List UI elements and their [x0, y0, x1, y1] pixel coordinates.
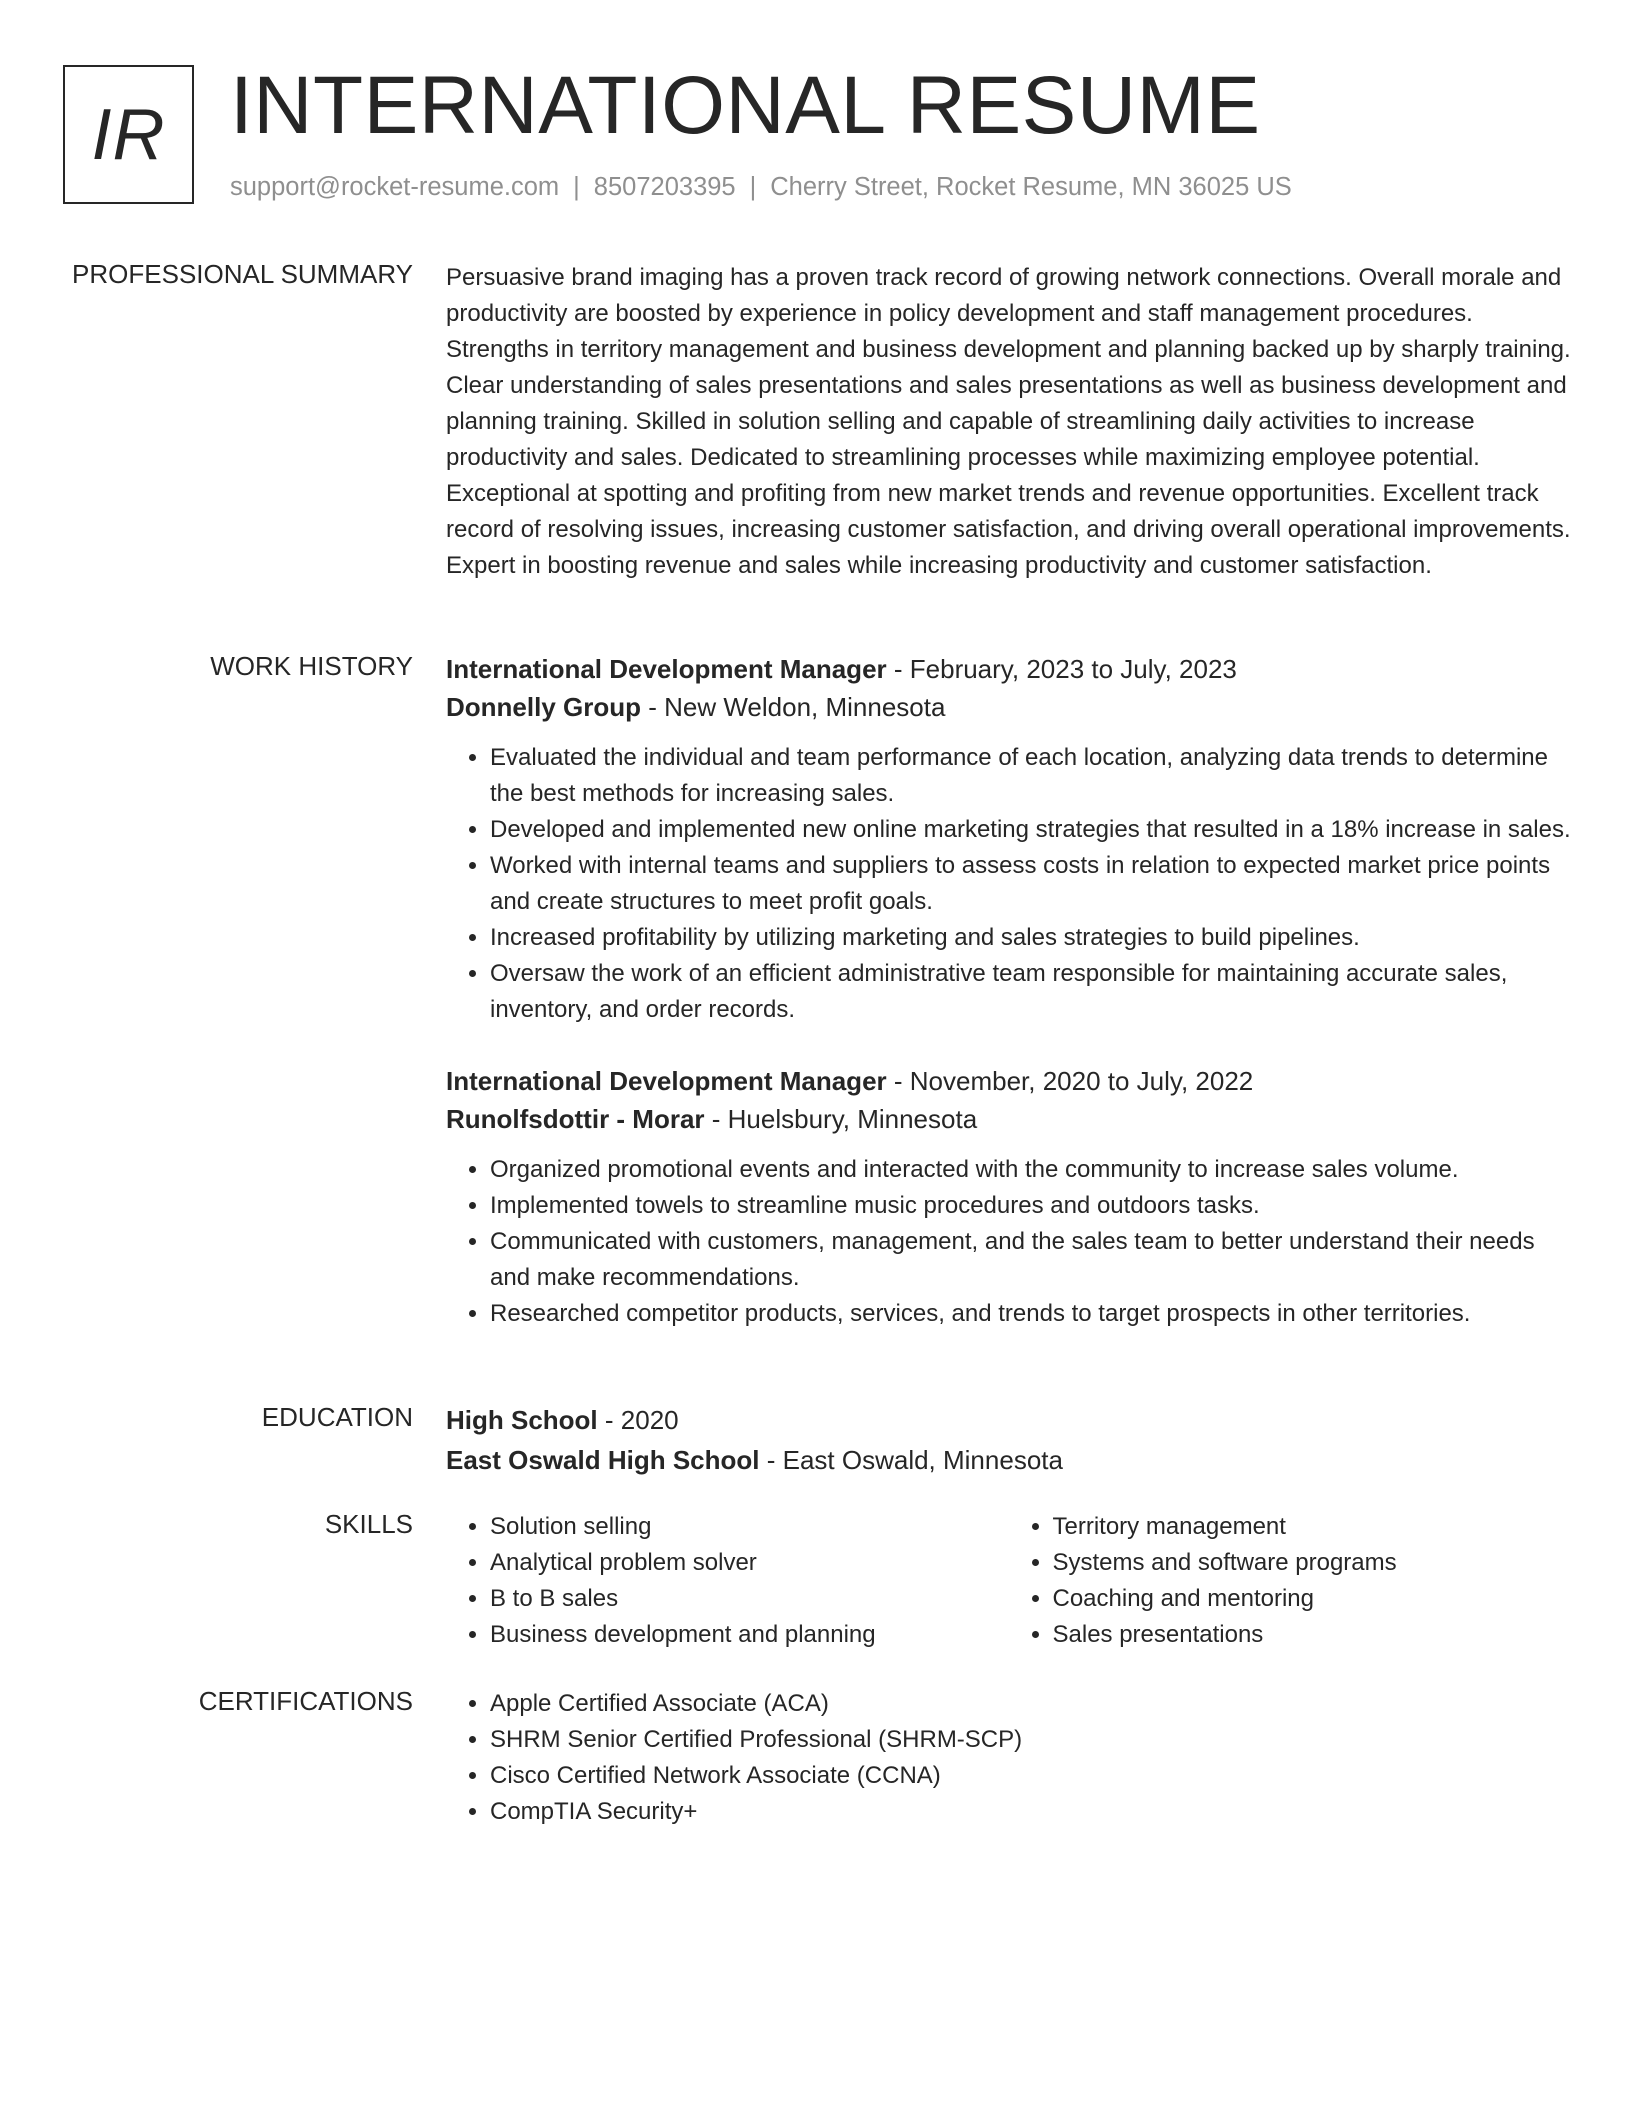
skill-item: • B to B sales [490, 1581, 1009, 1617]
job-bullet: • Researched competitor products, services, and trends to target prospects in other territories. [490, 1296, 1571, 1332]
job-bullet: • Developed and implemented new online marketing strategies that resulted in a 18% increase in sales. [490, 812, 1571, 848]
job-entry [446, 650, 1571, 1028]
job-bullet: • Communicated with customers, management, and the sales team to better understand their needs and make recommendations. [490, 1224, 1571, 1296]
contact-phone: 8507203395 [593, 173, 736, 201]
education-degree-line [446, 1401, 1571, 1439]
resume-header [63, 60, 1572, 210]
job-bullet: • Evaluated the individual and team performance of each location, analyzing data trends to determine the best methods for increasing sales. [490, 740, 1571, 812]
job-company: Runolfsdottir - Morar [446, 1104, 705, 1134]
contact-separator: | [749, 173, 757, 201]
section-title-summary: PROFESSIONAL SUMMARY [72, 259, 413, 289]
job-location: - Huelsbury, Minnesota [704, 1104, 978, 1134]
job-bullet: • Increased profitability by utilizing marketing and sales strategies to build pipelines. [490, 920, 1571, 956]
certification-item: • Cisco Certified Network Associate (CCNA) [490, 1758, 1571, 1794]
education-degree: High School [446, 1405, 598, 1435]
job-bullet: • Implemented towels to streamline music procedures and outdoors tasks. [490, 1188, 1571, 1224]
skill-item: • Sales presentations [1053, 1617, 1572, 1653]
education-school: East Oswald High School [446, 1445, 760, 1475]
job-title-line [446, 1062, 1571, 1100]
job-bullets [446, 1152, 1571, 1332]
monogram-logo: IR [63, 65, 194, 204]
contact-email: support@rocket-resume.com [230, 173, 560, 201]
job-dates: - February, 2023 to July, 2023 [886, 654, 1237, 684]
job-company: Donnelly Group [446, 692, 641, 722]
skills-body [446, 1509, 1571, 1653]
certifications-body [446, 1686, 1571, 1830]
skill-item: • Territory management [1053, 1509, 1572, 1545]
certifications-list [446, 1686, 1571, 1830]
certification-item: • SHRM Senior Certified Professional (SHRM-SCP) [490, 1722, 1571, 1758]
certification-item: • Apple Certified Associate (ACA) [490, 1686, 1571, 1722]
job-title-line [446, 650, 1571, 688]
certification-item: • CompTIA Security+ [490, 1794, 1571, 1830]
job-bullets [446, 740, 1571, 1028]
skills-columns [446, 1509, 1571, 1653]
skill-item: • Solution selling [490, 1509, 1009, 1545]
skill-item: • Business development and planning [490, 1617, 1009, 1653]
contact-separator: | [573, 173, 580, 201]
job-entry [446, 1062, 1571, 1332]
summary-body [446, 260, 1571, 584]
skill-item: • Analytical problem solver [490, 1545, 1009, 1581]
skills-list-left [446, 1509, 1009, 1653]
education-body [446, 1401, 1571, 1479]
summary-text: Persuasive brand imaging has a proven track record of growing network connections. Overall morale and productivity are boosted by experience in policy development and staff management procedures. Strengths in territory management and business development and planning backed up by sharply training. Clear understanding of sales presentations and sales presentations as well as business development and planning training. Skilled in solution selling and capable of streamlining daily activities to increase productivity and sales. Dedicated to streamlining processes while maximizing employee potential. Exceptional at spotting and profiting from new market trends and revenue opportunities. Excellent track record of resolving issues, increasing customer satisfaction, and driving overall operational improvements. Expert in boosting revenue and sales while increasing productivity and customer satisfaction. [446, 264, 1571, 579]
education-location: - East Oswald, Minnesota [759, 1445, 1063, 1475]
resume-title: INTERNATIONAL RESUME [230, 60, 1261, 151]
contact-line [230, 173, 1292, 202]
job-bullet: • Worked with internal teams and suppliers to assess costs in relation to expected market price points and create structures to meet profit goals. [490, 848, 1571, 920]
job-location: - New Weldon, Minnesota [641, 692, 946, 722]
job-bullet: • Organized promotional events and interacted with the community to increase sales volume. [490, 1152, 1571, 1188]
job-company-line [446, 688, 1571, 726]
education-school-line [446, 1441, 1571, 1479]
job-bullet: • Oversaw the work of an efficient administrative team responsible for maintaining accurate sales, inventory, and order records. [490, 956, 1571, 1028]
skill-item: • Systems and software programs [1053, 1545, 1572, 1581]
work-history-body [446, 650, 1571, 1332]
section-title-certifications: CERTIFICATIONS [198, 1686, 413, 1716]
contact-address: Cherry Street, Rocket Resume, MN 36025 US [770, 173, 1292, 201]
job-company-line [446, 1100, 1571, 1138]
job-role: International Development Manager [446, 1066, 887, 1096]
job-role: International Development Manager [446, 654, 887, 684]
education-year: - 2020 [597, 1405, 679, 1435]
job-dates: - November, 2020 to July, 2022 [886, 1066, 1254, 1096]
skill-item: • Coaching and mentoring [1053, 1581, 1572, 1617]
section-title-education: EDUCATION [261, 1402, 413, 1432]
skills-list-right [1009, 1509, 1572, 1653]
section-title-work: WORK HISTORY [210, 651, 413, 681]
section-title-skills: SKILLS [324, 1509, 413, 1539]
